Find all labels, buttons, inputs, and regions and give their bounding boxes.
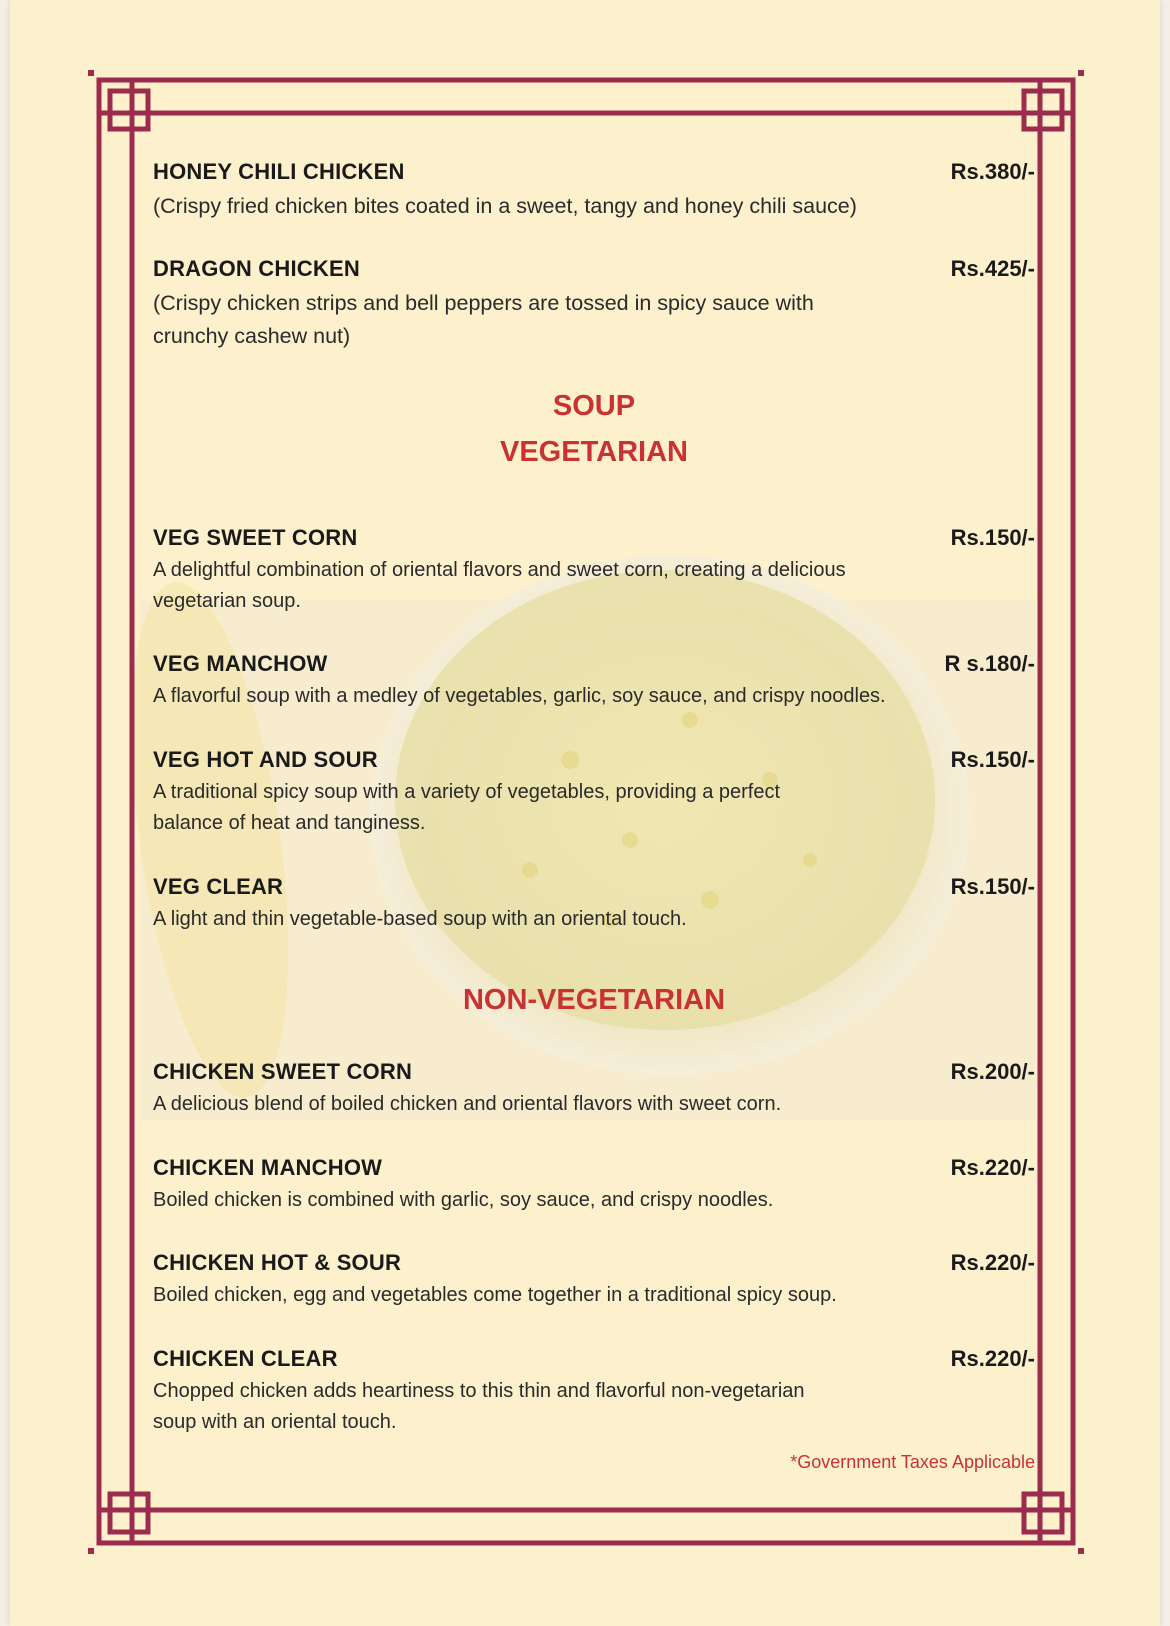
item-price: Rs.150/- — [950, 874, 1035, 899]
nonveg-heading: NON-VEGETARIAN — [462, 984, 726, 1016]
menu-content — [153, 0, 1035, 1626]
item-description: Chopped chicken adds heartiness to this thin and flavorful non-vegetarian soup with an oriental touch. — [153, 1380, 805, 1433]
item-description: A delicious blend of boiled chicken and oriental flavors with sweet corn. — [153, 1093, 782, 1115]
item-price: Rs.150/- — [950, 525, 1035, 550]
item-price: Rs.150/- — [950, 747, 1035, 772]
item-description: Boiled chicken is combined with garlic, soy sauce, and crispy noodles. — [153, 1189, 774, 1211]
item-description: A flavorful soup with a medley of vegetables, garlic, soy sauce, and crispy noodles. — [153, 685, 886, 707]
item-description: A light and thin vegetable-based soup with an oriental touch. — [153, 908, 687, 930]
item-name: VEG SWEET CORN — [153, 525, 358, 550]
item-name: CHICKEN HOT & SOUR — [153, 1250, 402, 1275]
item-name: VEG MANCHOW — [153, 651, 328, 676]
item-description: Boiled chicken, egg and vegetables come together in a traditional spicy soup. — [153, 1284, 837, 1306]
item-price: Rs.425/- — [950, 256, 1035, 281]
item-price: R s.180/- — [944, 651, 1035, 676]
item-name: CHICKEN CLEAR — [153, 1346, 338, 1371]
item-name: CHICKEN SWEET CORN — [153, 1059, 413, 1084]
item-price: Rs.380/- — [950, 159, 1035, 184]
menu-page — [10, 0, 1160, 1626]
item-price: Rs.200/- — [950, 1059, 1035, 1084]
item-description: (Crispy chicken strips and bell peppers are tossed in spicy sauce with crunchy cashew nut) — [153, 291, 814, 348]
item-name: CHICKEN MANCHOW — [153, 1155, 383, 1180]
item-name: HONEY CHILI CHICKEN — [153, 159, 405, 184]
veg-heading: VEGETARIAN — [500, 436, 688, 468]
item-description: A delightful combination of oriental flavors and sweet corn, creating a delicious vegetarian soup. — [153, 559, 846, 612]
section-title: SOUP — [552, 390, 636, 422]
item-name: DRAGON CHICKEN — [153, 256, 360, 281]
item-name: VEG HOT AND SOUR — [153, 747, 378, 772]
item-price: Rs.220/- — [950, 1250, 1035, 1275]
item-description: (Crispy fried chicken bites coated in a sweet, tangy and honey chili sauce) — [153, 194, 857, 218]
item-price: Rs.220/- — [950, 1155, 1035, 1180]
tax-note: *Government Taxes Applicable — [790, 1452, 1035, 1472]
item-description: A traditional spicy soup with a variety of vegetables, providing a perfect balance of heat and tanginess. — [153, 781, 781, 834]
item-name: VEG CLEAR — [153, 874, 284, 899]
item-price: Rs.220/- — [950, 1346, 1035, 1371]
